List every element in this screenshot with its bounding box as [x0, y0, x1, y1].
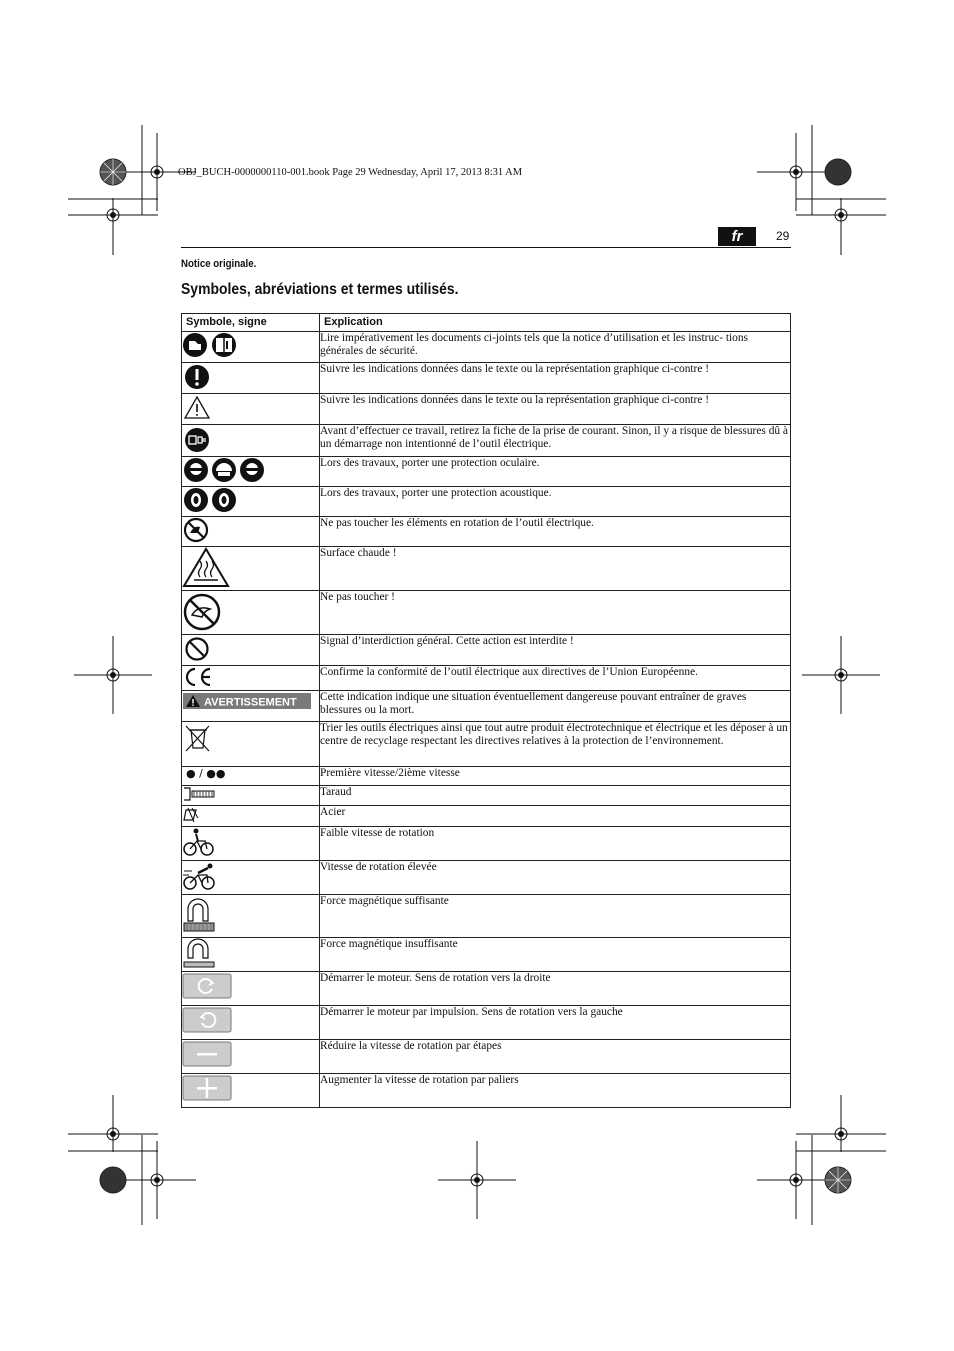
explanation-cell: Trier les outils électriques ainsi que tout autre produit électrotechnique et électrique et les déposer à un centre de recyclage respectant les directives relatives à la protection de l’environnement.: [320, 722, 791, 767]
ce-mark-icon: [182, 666, 214, 688]
speed-dots-label: ● / ●●: [186, 767, 226, 780]
exclamation-icon: [182, 363, 212, 389]
explanation-cell: Augmenter la vitesse de rotation par paliers: [320, 1074, 791, 1108]
weee-bin-icon: [182, 722, 212, 754]
table-row: [182, 635, 791, 666]
explanation-cell: Surface chaude !: [320, 547, 791, 591]
table-row: [182, 1006, 791, 1040]
table-row: [182, 1074, 791, 1108]
symbols-table: [181, 313, 791, 1108]
explanation-cell: Force magnétique suffisante: [320, 895, 791, 938]
column-header-symbol: Symbole, signe: [182, 314, 320, 332]
table-header-row: [182, 314, 791, 332]
explanation-cell: Lors des travaux, porter une protection acoustique.: [320, 487, 791, 517]
table-row: [182, 332, 791, 363]
unplug-icon: [182, 425, 212, 453]
explanation-cell: Acier: [320, 806, 791, 827]
table-row: [182, 591, 791, 635]
explanation-cell: Suivre les indications données dans le texte ou la représentation graphique ci-contre !: [320, 363, 791, 394]
rotate-left-button-icon: [182, 1006, 232, 1034]
explanation-cell: Avant d’effectuer ce travail, retirez la fiche de la prise de courant. Sinon, il y a risque de blessures dû à un démarrage non intentionné de l’outil électrique.: [320, 425, 791, 457]
plus-button-icon: [182, 1074, 232, 1102]
column-header-explanation: Explication: [320, 314, 791, 332]
table-row: [182, 517, 791, 547]
no-touch-icon: [182, 591, 222, 631]
notice-label: Notice originale.: [181, 258, 257, 270]
table-row: [182, 827, 791, 861]
magnet-weak-icon: [182, 938, 216, 968]
table-row: [182, 691, 791, 722]
steel-icon: [182, 806, 206, 823]
explanation-cell: Vitesse de rotation élevée: [320, 861, 791, 895]
explanation-cell: Première vitesse/2ième vitesse: [320, 767, 791, 786]
explanation-cell: Lors des travaux, porter une protection oculaire.: [320, 457, 791, 487]
warning-triangle-icon: [182, 394, 212, 420]
hot-surface-icon: [182, 547, 230, 587]
table-row: [182, 666, 791, 691]
prohibition-icon: [182, 635, 212, 661]
explanation-cell: Confirme la conformité de l’outil électrique aux directives de l’Union Européenne.: [320, 666, 791, 691]
table-row: [182, 972, 791, 1006]
no-touch-rotating-icon: [182, 517, 212, 543]
table-row: [182, 806, 791, 827]
explanation-cell: Démarrer le moteur. Sens de rotation vers la droite: [320, 972, 791, 1006]
table-row: [182, 895, 791, 938]
table-row: [182, 861, 791, 895]
language-badge: fr: [718, 227, 756, 246]
table-row: [182, 767, 791, 786]
page-number: 29: [776, 229, 790, 243]
book-header-line: OBJ_BUCH-0000000110-001.book Page 29 Wednesday, April 17, 2013 8:31 AM: [178, 167, 523, 178]
minus-button-icon: [182, 1040, 232, 1068]
table-row: [182, 547, 791, 591]
explanation-cell: Réduire la vitesse de rotation par étapes: [320, 1040, 791, 1074]
table-row: [182, 363, 791, 394]
avertissement-label: [182, 691, 312, 711]
table-row: [182, 1040, 791, 1074]
table-row: [182, 786, 791, 806]
magnet-strong-icon: [182, 895, 216, 933]
table-row: [182, 722, 791, 767]
explanation-cell: Cette indication indique une situation éventuellement dangereuse pouvant entraîner de graves blessures ou la mort.: [320, 691, 791, 722]
explanation-cell: Suivre les indications données dans le texte ou la représentation graphique ci-contre !: [320, 394, 791, 425]
section-title: Symboles, abréviations et termes utilisés.: [181, 281, 459, 298]
rotate-right-button-icon: [182, 972, 232, 1000]
table-row: [182, 394, 791, 425]
bicycle-slow-icon: [182, 827, 216, 857]
read-manual-icon: [182, 332, 242, 358]
explanation-cell: Ne pas toucher les éléments en rotation de l’outil électrique.: [320, 517, 791, 547]
eye-protection-icon: [182, 457, 266, 483]
explanation-cell: Faible vitesse de rotation: [320, 827, 791, 861]
table-row: [182, 938, 791, 972]
explanation-cell: Signal d’interdiction général. Cette action est interdite !: [320, 635, 791, 666]
explanation-cell: Force magnétique insuffisante: [320, 938, 791, 972]
explanation-cell: Taraud: [320, 786, 791, 806]
table-row: [182, 425, 791, 457]
bicycle-fast-icon: [182, 861, 218, 891]
table-row: [182, 457, 791, 487]
explanation-cell: Ne pas toucher !: [320, 591, 791, 635]
ear-protection-icon: [182, 487, 242, 513]
explanation-cell: Démarrer le moteur par impulsion. Sens de rotation vers la gauche: [320, 1006, 791, 1040]
tap-icon: [182, 786, 222, 802]
table-row: [182, 487, 791, 517]
header-rule: [181, 247, 791, 248]
explanation-cell: Lire impérativement les documents ci-joints tels que la notice d’utilisation et les instruc- tions générales de sécurité.: [320, 332, 791, 363]
svg-text:AVERTISSEMENT: AVERTISSEMENT: [204, 696, 297, 709]
